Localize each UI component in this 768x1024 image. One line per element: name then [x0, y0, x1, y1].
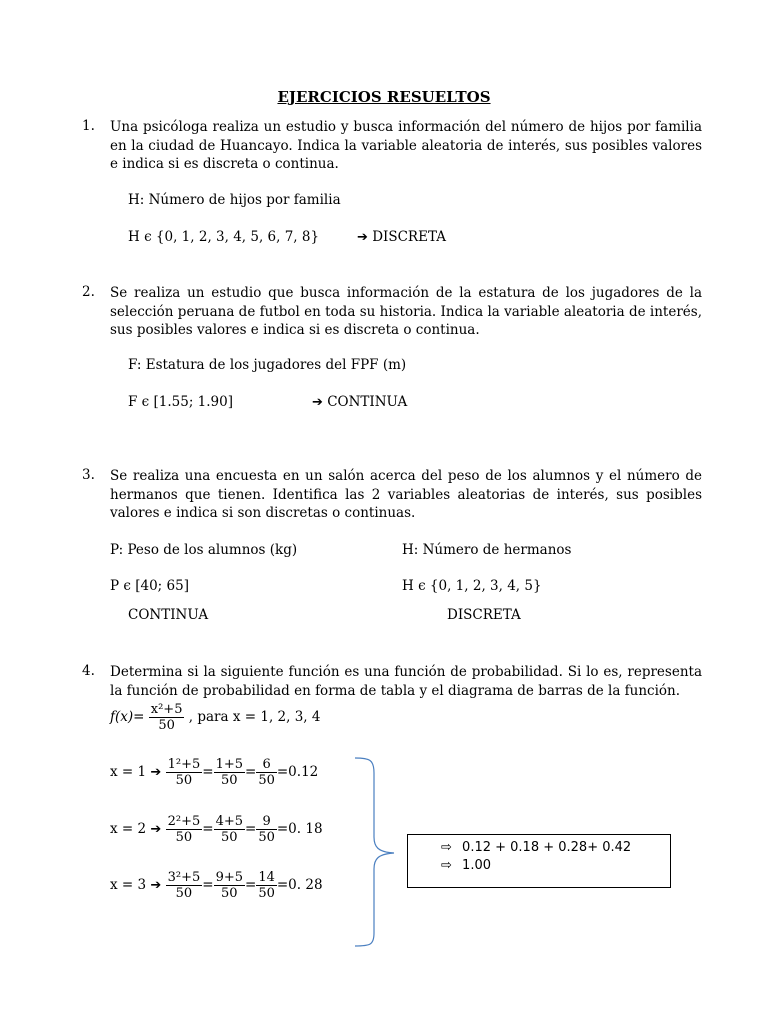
calc-row-label: x = 1 [110, 764, 147, 780]
fraction [214, 814, 245, 845]
exercise-2-number: 2. [82, 284, 95, 300]
sum-line-2 [441, 858, 491, 873]
exercise-2-range: F ϵ [1.55; 1.90] [128, 394, 234, 410]
sum-expression: 0.12 + 0.18 + 0.28+ 0.42 [462, 840, 632, 855]
exercise-3-range-p: P ϵ [40; 65] [110, 578, 189, 594]
function-numerator: x²+5 [150, 702, 183, 717]
arrow-right-icon: ➔ [312, 395, 323, 410]
exercise-1-number: 1. [82, 118, 95, 134]
fraction [256, 757, 277, 788]
numerator: 9+5 [215, 870, 244, 885]
exercise-1-type: DISCRETA [372, 229, 446, 245]
curly-brace [350, 755, 400, 950]
exercise-1-result [357, 229, 446, 245]
arrow-right-icon: ➔ [150, 878, 162, 893]
calc-row-1: x = 1 ➔ $\frac{\text{1²+5}}{50}$ = $\frac{1+5}{50}$ = $\frac{6}{50}$ =0.12 [110, 757, 319, 788]
exercise-3-type-p: CONTINUA [128, 607, 209, 623]
fraction [166, 814, 203, 845]
denominator: 50 [258, 773, 275, 788]
function-lhs: f(x)= [110, 709, 145, 725]
exercise-1-statement: Una psicóloga realiza un estudio y busca información del número de hijos por familia en la ciudad de Huancayo. Indica la variable aleatoria de interés, sus posibles valores e indica si es discreta o continua. [110, 119, 702, 172]
exercise-1-variable: H: Número de hijos por familia [128, 192, 341, 208]
exercise-2-variable: F: Estatura de los jugadores del FPF (m) [128, 357, 407, 373]
denominator: 50 [175, 886, 193, 901]
arrow-outline-icon: ⇨ [441, 840, 452, 855]
numerator: 6 [256, 757, 277, 773]
calc-row-label: x = 3 [110, 877, 147, 893]
calc-row-label: x = 2 [110, 821, 147, 837]
numerator: 1²+5 [167, 757, 201, 772]
numerator: 3²+5 [167, 870, 201, 885]
denominator: 50 [258, 886, 275, 901]
calc-result: =0.12 [276, 764, 319, 780]
exercise-2-statement: Se realiza un estudio que busca información de la estatura de los jugadores de la selección peruana de futbol en toda su historia. Indica la variable aleatoria de interés, sus posibles valores e indica si es discreta o continua. [110, 285, 702, 338]
function-denominator: 50 [158, 718, 175, 733]
numerator: 14 [258, 870, 275, 885]
arrow-right-icon: ➔ [150, 822, 162, 837]
function-fraction [149, 702, 185, 733]
fraction [166, 757, 203, 788]
calc-row-3: x = 3 ➔ $\frac{\text{3²+5}}{50}$ = $\frac{9+5}{50}$ = $\frac{14}{50}$ =0. 28 [110, 870, 323, 901]
denominator: 50 [175, 830, 193, 845]
arrow-outline-icon: ⇨ [441, 858, 452, 873]
sum-line-1 [441, 840, 631, 855]
exercise-4-statement: Determina si la siguiente función es una función de probabilidad. Si lo es, representa la función de probabilidad en forma de tabla y el diagrama de barras de la función. [110, 664, 702, 699]
exercise-2-type: CONTINUA [327, 394, 408, 410]
page-title: EJERCICIOS RESUELTOS [277, 88, 491, 106]
fraction [214, 757, 245, 788]
fraction [166, 870, 203, 901]
sum-total: 1.00 [462, 858, 491, 873]
numerator: 9 [256, 814, 277, 830]
numerator: 2²+5 [167, 814, 201, 829]
exercise-3-variable-h: H: Número de hermanos [402, 542, 572, 558]
probability-function [110, 702, 320, 733]
exercise-3-number: 3. [82, 467, 95, 483]
denominator: 50 [258, 830, 275, 845]
denominator: 50 [221, 830, 238, 845]
exercise-3-type-h: DISCRETA [447, 607, 521, 623]
exercise-3-statement: Se realiza una encuesta en un salón acerca del peso de los alumnos y el número de hermanos que tienen. Identifica las 2 variables aleatorias de interés, sus posibles valores e indica si son discretas o continuas. [110, 468, 702, 521]
calc-result: =0. 28 [276, 877, 323, 893]
denominator: 50 [221, 773, 238, 788]
numerator: 4+5 [215, 814, 244, 829]
fraction [214, 870, 245, 901]
denominator: 50 [175, 773, 193, 788]
arrow-right-icon: ➔ [150, 765, 162, 780]
denominator: 50 [221, 886, 238, 901]
exercise-1-range: H ϵ {0, 1, 2, 3, 4, 5, 6, 7, 8} [128, 229, 320, 245]
fraction [256, 870, 277, 901]
exercise-2-result [312, 394, 407, 410]
exercise-4-number: 4. [82, 663, 95, 679]
fraction [256, 814, 277, 845]
function-domain: , para x = 1, 2, 3, 4 [188, 709, 321, 725]
exercise-3-range-h: H ϵ {0, 1, 2, 3, 4, 5} [402, 578, 542, 594]
calc-result: =0. 18 [276, 821, 323, 837]
arrow-right-icon: ➔ [357, 230, 368, 245]
calc-row-2: x = 2 ➔ $\frac{\text{2²+5}}{50}$ = $\frac{4+5}{50}$ = $\frac{9}{50}$ =0. 18 [110, 814, 323, 845]
numerator: 1+5 [215, 757, 244, 772]
exercise-3-variable-p: P: Peso de los alumnos (kg) [110, 542, 298, 558]
